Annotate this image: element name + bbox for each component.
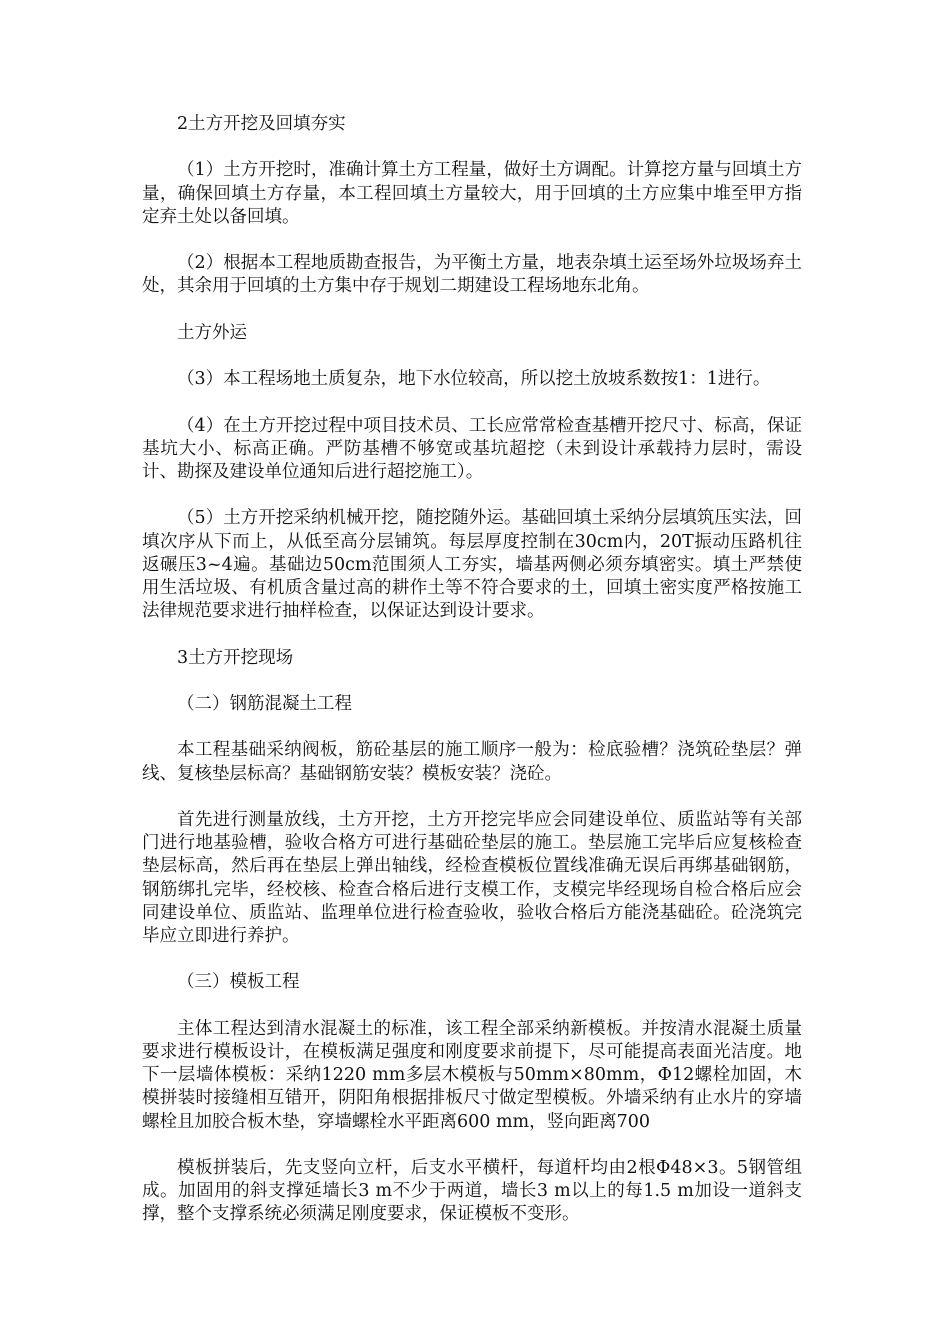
section-heading-concrete: （二）钢筋混凝土工程 [177,693,352,714]
paragraph-formwork-support: 模板拼装后，先支竖向立杆，后支水平横杆，每道杆均由2根Φ48×3。5钢管组成。加固用的斜支撑延墙长3 m不少于两道，墙长3 m以上的每1.5 m加设一道斜支撑，整个支撑系统必须满足刚度要求，保证模板不变形。 [142,1157,802,1225]
paragraph-concrete-sequence: 本工程基础采纳阀板，筋砼基层的施工顺序一般为：检底验槽？浇筑砼垫层？弹线、复核垫层标高？基础钢筋安装？模板安装？浇砼。 [142,740,802,784]
section-heading-earthwork: 2土方开挖及回填夯实 [177,114,346,134]
document-body [142,113,802,1250]
paragraph-item-5: （5）土方开挖采纳机械开挖，随挖随外运。基础回填土采纳分层填筑压实法，回填次序从下而上，从低至高分层铺筑。每层厚度控制在30cm内，20T振动压路机往返碾压3~4遍。基础边50cm范围须人工夯实，墙基两侧必须夯填密实。填土严禁使用生活垃圾、有机质含量过高的耕作土等不符合要求的土，回填土密实度严格按施工法律规范要求进行抽样检查，以保证达到设计要求。 [142,508,802,622]
paragraph-item-3: （3）本工程场地土质复杂，地下水位较高，所以挖土放坡系数按1：1进行。 [177,369,771,390]
paragraph-concrete-process: 首先进行测量放线，土方开挖，土方开挖完毕应会同建设单位、质监站等有关部门进行地基验槽，验收合格方可进行基础砼垫层的施工。垫层施工完毕后应复核检查垫层标高，然后再在垫层上弹出轴线，经检查模板位置线准确无误后再绑基础钢筋，钢筋绑扎完毕，经校核、检查合格后进行支模工作，支模完毕经现场自检合格后应会同建设单位、质监站、监理单位进行检查验收，验收合格后方能浇基础砼。砼浇筑完毕应立即进行养护。 [142,809,802,946]
paragraph-formwork-design: 主体工程达到清水混凝土的标准，该工程全部采纳新模板。并按清水混凝土质量要求进行模板设计，在模板满足强度和刚度要求前提下，尽可能提高表面光洁度。地下一层墙体模板：采纳1220 mm多层木模板与50mm×80mm，Φ12螺栓加固，木模拼装时接缝相互错开，阴阳角根据排板尺寸做定型模板。外墙采纳有止水片的穿墙螺栓且加胶合板木垫，穿墙螺栓水平距离600 mm，竖向距离700 [142,1018,802,1132]
section-heading-formwork: （三）模板工程 [177,972,300,993]
paragraph-item-2: （2）根据本工程地质勘查报告，为平衡土方量，地表杂填土运至场外垃圾场弃土处，其余用于回填的土方集中存于规划二期建设工程场地东北角。 [142,253,802,297]
section-heading-site: 3土方开挖现场 [177,647,294,668]
paragraph-item-1: （1）土方开挖时，准确计算土方工程量，做好土方调配。计算挖方量与回填土方量，确保回填土方存量，本工程回填土方量较大，用于回填的土方应集中堆至甲方指定弃土处以备回填。 [142,160,802,227]
paragraph-item-4: （4）在土方开挖过程中项目技术员、工长应常常检查基槽开挖尺寸、标高，保证基坑大小、标高正确。严防基槽不够宽或基坑超挖（未到设计承载持力层时，需设计、勘探及建设单位通知后进行超挖施工）。 [142,415,802,482]
section-heading-transport: 土方外运 [177,322,247,343]
